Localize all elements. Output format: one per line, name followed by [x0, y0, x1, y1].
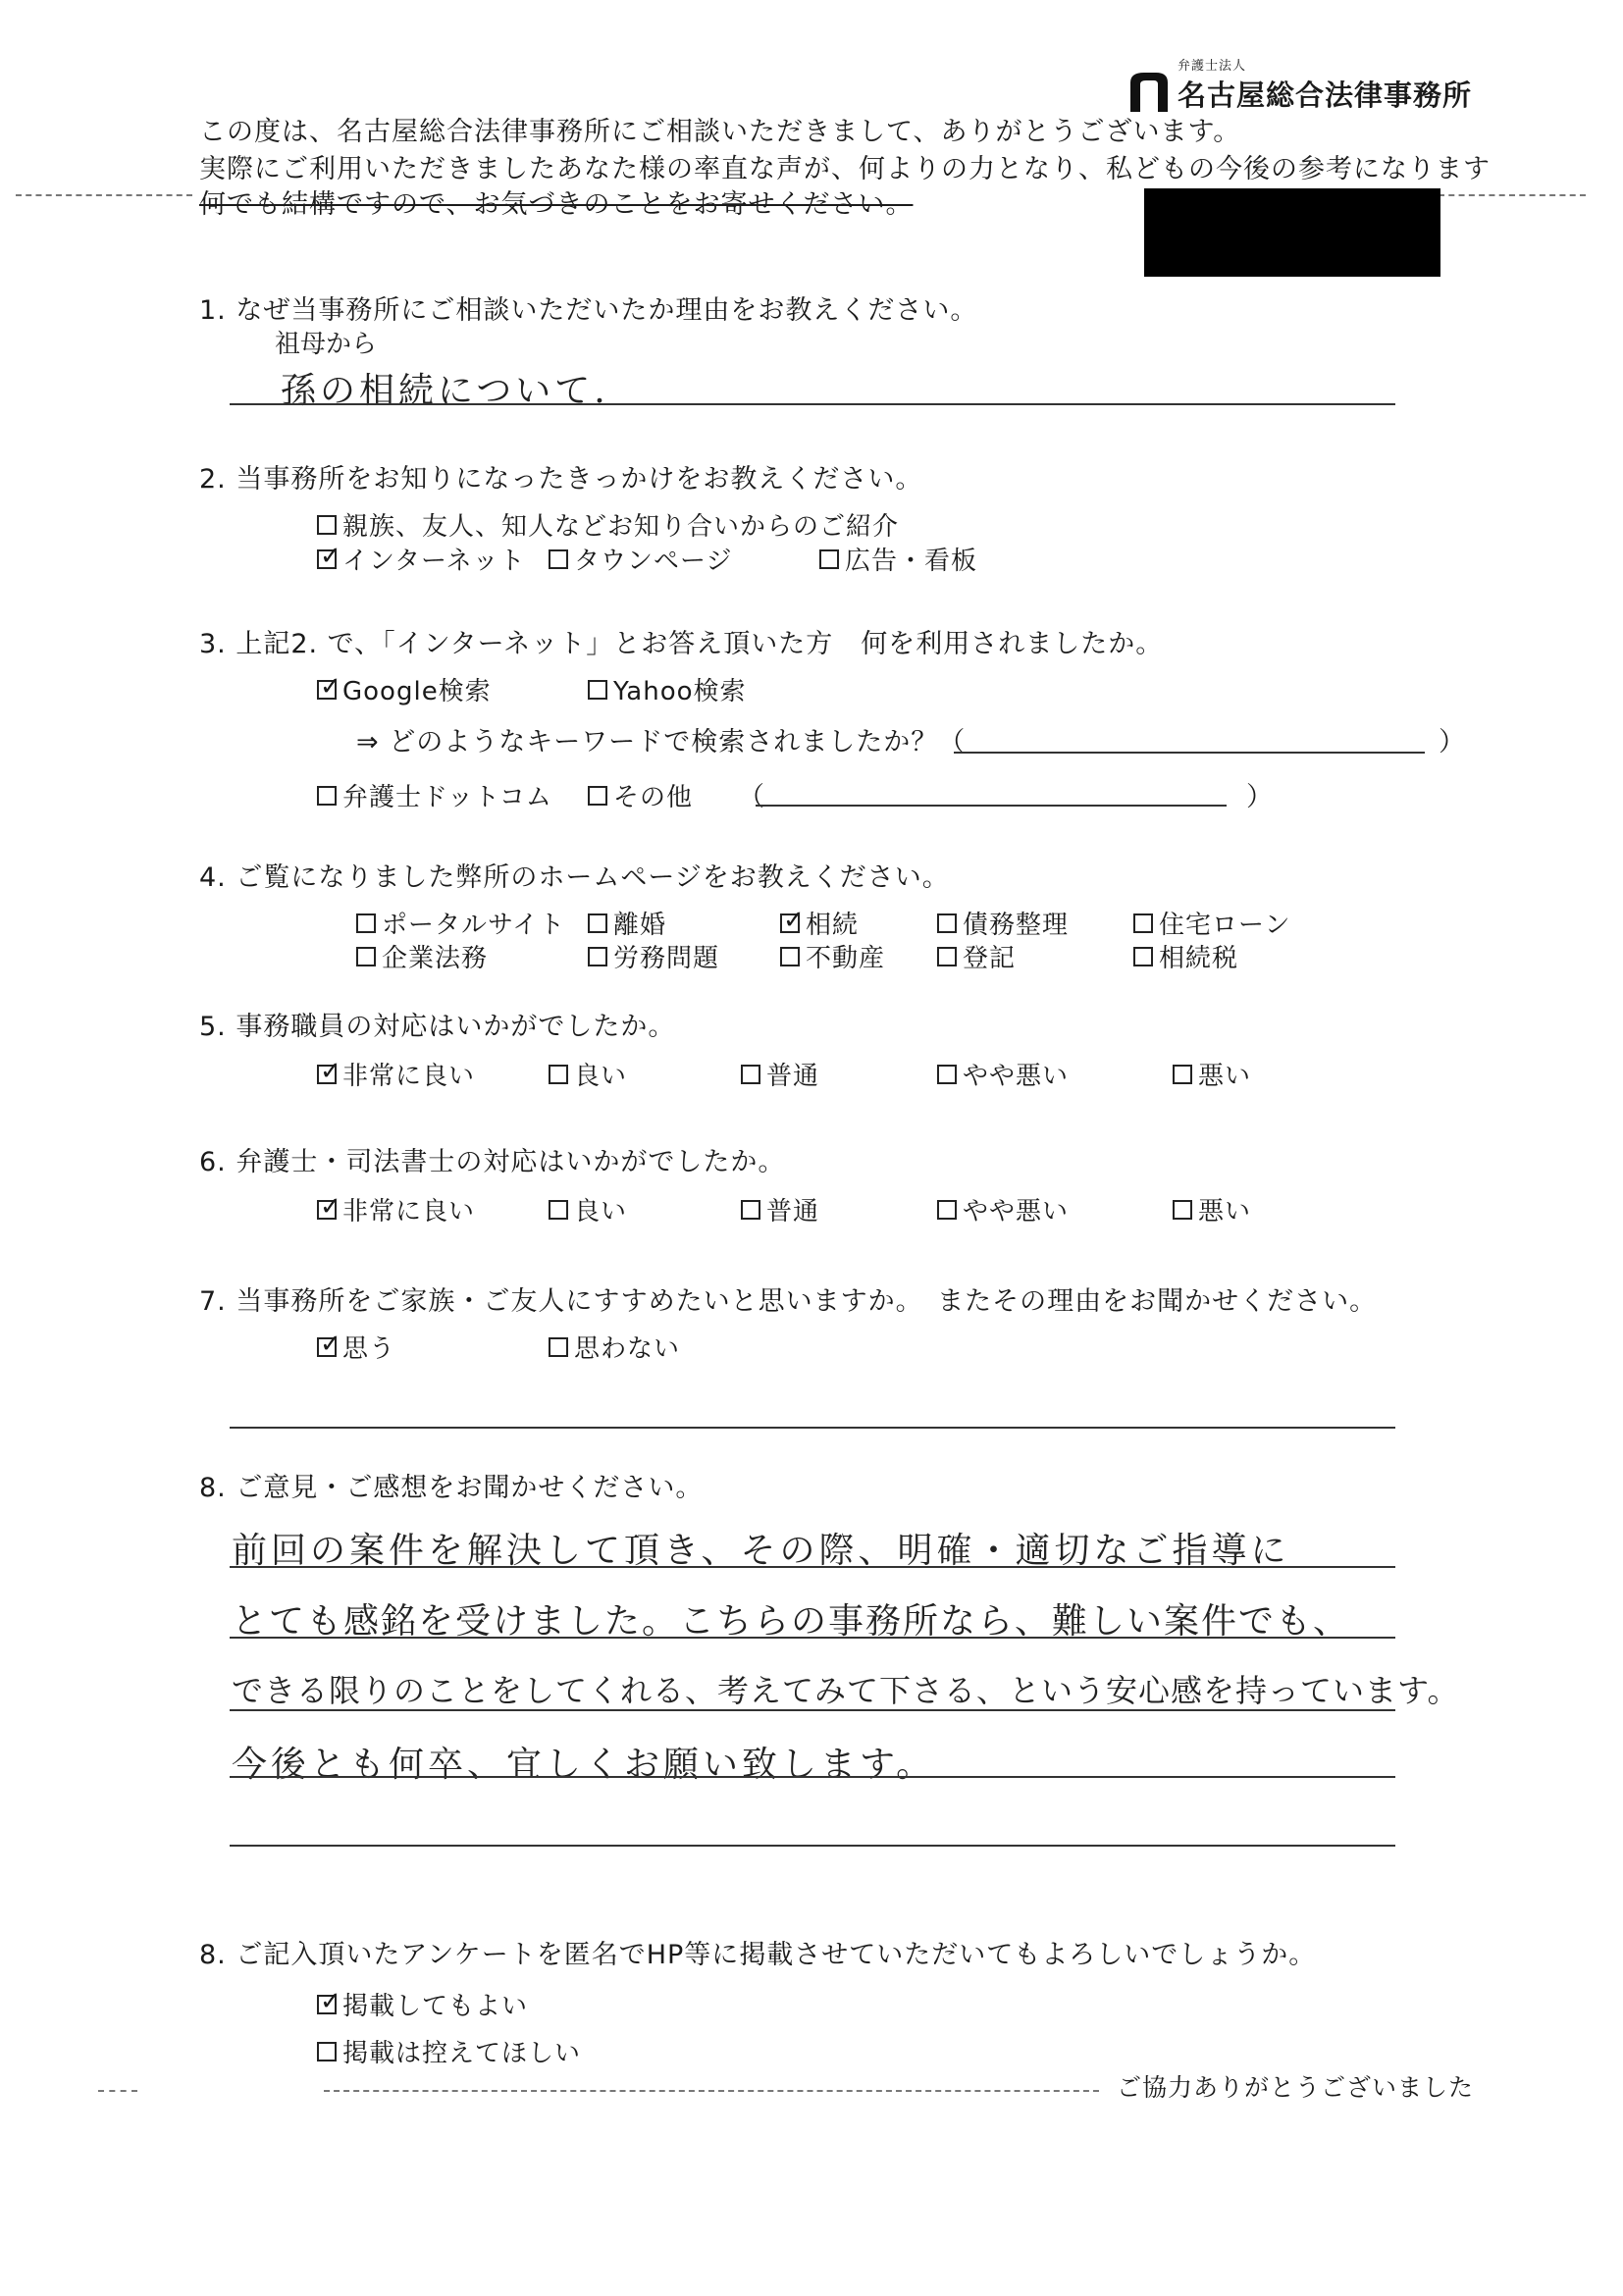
q6-option-very-good-checkbox[interactable] [317, 1191, 342, 1222]
q4-option-mortgage-checkbox[interactable] [1133, 913, 1153, 933]
q9-option-allow-label: 掲載してもよい [342, 1992, 529, 2021]
q5-option-very-good-checkbox[interactable] [317, 1056, 342, 1086]
check-mark-icon: ✓ [320, 1329, 342, 1359]
check-mark-icon: ✓ [320, 671, 342, 702]
q3-keyword-rule[interactable] [954, 752, 1425, 754]
q5-option-somewhat-bad-checkbox[interactable] [937, 1065, 957, 1084]
q7-option-yes-checkbox[interactable] [317, 1329, 342, 1359]
q2-option-townpage[interactable] [549, 541, 732, 577]
q4-option-corporate-checkbox[interactable] [356, 947, 376, 966]
q4-option-portal-checkbox[interactable] [356, 913, 376, 933]
q6-option-somewhat-bad-checkbox[interactable] [937, 1200, 957, 1220]
q3-option-google-checkbox[interactable] [317, 671, 342, 702]
q6-option-bad-checkbox[interactable] [1173, 1200, 1192, 1220]
check-mark-icon: ✓ [320, 1986, 342, 2016]
check-mark-icon: ✓ [320, 1056, 342, 1086]
q4-option-inheritance[interactable] [780, 905, 859, 941]
check-mark-icon: ✓ [783, 905, 806, 935]
q2-label: 2. 当事務所をお知りになったきっかけをお教えください。 [199, 464, 923, 495]
q6-option-good-checkbox[interactable] [549, 1200, 568, 1220]
q6-option-somewhat-bad-label: やや悪い [963, 1197, 1070, 1226]
q2-option-ads[interactable] [819, 541, 977, 577]
q2-option-referral-label: 親族、友人、知人などお知り合いからのご紹介 [342, 512, 900, 542]
q4-option-registration-checkbox[interactable] [937, 947, 957, 966]
q5-option-bad-label: 悪い [1198, 1062, 1252, 1091]
q3-option-yahoo[interactable] [588, 671, 747, 707]
q4-option-realestate-checkbox[interactable] [780, 947, 800, 966]
q2-option-internet[interactable] [317, 541, 526, 577]
q7-option-no[interactable] [549, 1329, 680, 1365]
q4-option-divorce[interactable] [588, 905, 666, 941]
q5-option-average-label: 普通 [766, 1062, 820, 1091]
q4-option-divorce-label: 離婚 [613, 911, 667, 940]
firm-logo-icon [1126, 69, 1172, 114]
q1-answer-rule [230, 403, 1395, 405]
q6-option-very-good[interactable] [317, 1191, 475, 1227]
q3-label: 3. 上記2. で、「インターネット」とお答え頂いた方 何を利用されましたか。 [199, 629, 1164, 659]
q6-label: 6. 弁護士・司法書士の対応はいかがでしたか。 [199, 1147, 786, 1177]
footer-dashes-mid [324, 2090, 1099, 2092]
footer-dashes-left [98, 2090, 137, 2092]
q8-rule-3 [230, 1709, 1395, 1711]
q2-option-internet-checkbox[interactable] [317, 541, 342, 571]
q4-option-realestate-label: 不動産 [806, 944, 886, 973]
q9-option-allow-checkbox[interactable] [317, 1986, 342, 2016]
q4-option-debt[interactable] [937, 905, 1069, 941]
intro-line-1: この度は、名古屋総合法律事務所にご相談いただきまして、ありがとうございます。 [199, 117, 1241, 147]
q3-other-open: （ [738, 782, 765, 812]
q3-keyword-close: ） [1439, 727, 1466, 757]
q6-option-average-label: 普通 [766, 1197, 820, 1226]
q1-answer-line-2: 孫の相続について. [281, 371, 609, 411]
q3-option-bengoshi-label: 弁護士ドットコム [342, 783, 552, 812]
q2-option-referral-checkbox[interactable] [317, 515, 337, 535]
q4-option-inheritance-label: 相続 [806, 911, 860, 940]
q3-option-bengoshi-checkbox[interactable] [317, 786, 337, 806]
q8-comment-line-4: 今後とも何卒、宜しくお願い致します。 [232, 1745, 936, 1785]
q4-option-corporate[interactable] [356, 938, 488, 974]
q3-option-other-label: その他 [613, 783, 694, 812]
q1-answer-line-1: 祖母から [275, 330, 378, 359]
q7-label: 7. 当事務所をご家族・ご友人にすすめたいと思いますか。 またその理由をお聞かせください。 [199, 1286, 1378, 1317]
q3-option-yahoo-checkbox[interactable] [588, 680, 607, 700]
q8-comment-line-2: とても感銘を受けました。こちらの事務所なら、難しい案件でも、 [232, 1601, 1351, 1642]
q3-option-other[interactable] [588, 777, 693, 813]
q4-option-debt-checkbox[interactable] [937, 913, 957, 933]
q6-option-good[interactable] [549, 1191, 627, 1227]
q4-option-inheritance-checkbox[interactable] [780, 905, 806, 935]
logo-name-text: 名古屋総合法律事務所 [1178, 78, 1473, 112]
q4-option-registration[interactable] [937, 938, 1016, 974]
firm-logo [1126, 55, 1472, 114]
intro-line-2: 実際にご利用いただきましたあなた様の率直な声が、何よりの力となり、私どもの今後の参考になります [199, 154, 1491, 184]
footer-thanks: ご協力ありがとうございました [1117, 2073, 1475, 2102]
q5-label: 5. 事務職員の対応はいかがでしたか。 [199, 1012, 676, 1042]
q6-option-bad-label: 悪い [1198, 1197, 1252, 1226]
q4-option-portal-label: ポータルサイト [382, 911, 566, 940]
q9-label: 8. ご記入頂いたアンケートを匿名でHP等に掲載させていただいてもよろしいでしょうか。 [199, 1940, 1317, 1970]
q4-option-inheritance-tax-checkbox[interactable] [1133, 947, 1153, 966]
q8-rule-1 [230, 1566, 1395, 1568]
q5-option-average-checkbox[interactable] [741, 1065, 760, 1084]
q3-other-close: ） [1246, 782, 1274, 812]
q9-option-allow[interactable] [317, 1986, 528, 2022]
q8-rule-4 [230, 1776, 1395, 1778]
q2-option-townpage-label: タウンページ [574, 547, 733, 576]
q4-option-labor-label: 労務問題 [613, 944, 720, 973]
q5-option-very-good-label: 非常に良い [342, 1062, 476, 1091]
q4-option-registration-label: 登記 [963, 944, 1017, 973]
q5-option-good-label: 良い [574, 1062, 628, 1091]
q6-option-average-checkbox[interactable] [741, 1200, 760, 1220]
q2-option-ads-label: 広告・看板 [845, 547, 978, 576]
q7-option-no-checkbox[interactable] [549, 1337, 568, 1357]
q5-option-very-good[interactable] [317, 1056, 475, 1092]
q2-option-referral[interactable] [317, 506, 899, 543]
q4-option-portal[interactable] [356, 905, 565, 941]
q3-option-google[interactable] [317, 671, 492, 707]
q8-comment-line-1: 前回の案件を解決して頂き、その際、明確・適切なご指導に [232, 1531, 1290, 1571]
q8-comment-line-3: できる限りのことをしてくれる、考えてみて下さる、という安心感を持っています。 [232, 1672, 1460, 1709]
q7-option-yes[interactable] [317, 1329, 395, 1365]
q4-option-debt-label: 債務整理 [963, 911, 1070, 940]
check-mark-icon: ✓ [320, 1191, 342, 1222]
q5-option-bad-checkbox[interactable] [1173, 1065, 1192, 1084]
q9-option-decline-label: 掲載は控えてほしい [342, 2039, 582, 2068]
q9-option-decline-checkbox[interactable] [317, 2042, 337, 2061]
q3-option-yahoo-label: Yahoo検索 [613, 677, 747, 706]
q7-option-no-label: 思わない [574, 1334, 681, 1364]
q6-option-very-good-label: 非常に良い [342, 1197, 476, 1226]
q3-option-bengoshi[interactable] [317, 777, 552, 813]
q4-option-divorce-checkbox[interactable] [588, 913, 607, 933]
q3-option-other-checkbox[interactable] [588, 786, 607, 806]
q4-option-mortgage[interactable] [1133, 905, 1290, 941]
q2-option-ads-checkbox[interactable] [819, 549, 839, 569]
q5-option-somewhat-bad-label: やや悪い [963, 1062, 1070, 1091]
q4-option-labor[interactable] [588, 938, 719, 974]
q2-option-townpage-checkbox[interactable] [549, 549, 568, 569]
q4-option-inheritance-tax[interactable] [1133, 938, 1238, 974]
intro-left-dashes [16, 194, 192, 196]
q5-option-somewhat-bad[interactable] [937, 1056, 1069, 1092]
q6-option-average[interactable] [741, 1191, 819, 1227]
q4-option-labor-checkbox[interactable] [588, 947, 607, 966]
q7-option-yes-label: 思う [342, 1334, 396, 1364]
q8-label: 8. ご意見・ご感想をお聞かせください。 [199, 1473, 704, 1503]
q6-option-somewhat-bad[interactable] [937, 1191, 1069, 1227]
q8-rule-2 [230, 1637, 1395, 1639]
q3-option-google-label: Google検索 [342, 677, 492, 706]
intro-line-3: 何でも結構ですので、お気づきのことをお寄せください。 [199, 189, 914, 220]
q5-option-good[interactable] [549, 1056, 627, 1092]
redaction-block [1144, 188, 1440, 277]
q4-option-inheritance-tax-label: 相続税 [1159, 944, 1239, 973]
intro-right-dashes [1439, 194, 1586, 196]
q4-option-mortgage-label: 住宅ローン [1159, 911, 1291, 940]
q4-option-corporate-label: 企業法務 [382, 944, 489, 973]
q3-other-rule[interactable] [756, 805, 1227, 807]
q2-option-internet-label: インターネット [342, 547, 526, 576]
q6-option-good-label: 良い [574, 1197, 628, 1226]
check-mark-icon: ✓ [320, 541, 342, 571]
q5-option-average[interactable] [741, 1056, 819, 1092]
q7-reason-rule[interactable] [230, 1427, 1395, 1429]
q8-rule-5 [230, 1845, 1395, 1847]
q4-option-realestate[interactable] [780, 938, 885, 974]
q5-option-bad[interactable] [1173, 1056, 1251, 1092]
q5-option-good-checkbox[interactable] [549, 1065, 568, 1084]
q6-option-bad[interactable] [1173, 1191, 1251, 1227]
logo-small-text: 弁護士法人 [1178, 59, 1247, 74]
q3-keyword-prompt: ⇒ どのようなキーワードで検索されましたか？（ [356, 727, 967, 757]
q1-label: 1. なぜ当事務所にご相談いただいたか理由をお教えください。 [199, 295, 978, 326]
q9-option-decline[interactable] [317, 2033, 581, 2069]
q4-label: 4. ご覧になりました弊所のホームページをお教えください。 [199, 862, 950, 893]
